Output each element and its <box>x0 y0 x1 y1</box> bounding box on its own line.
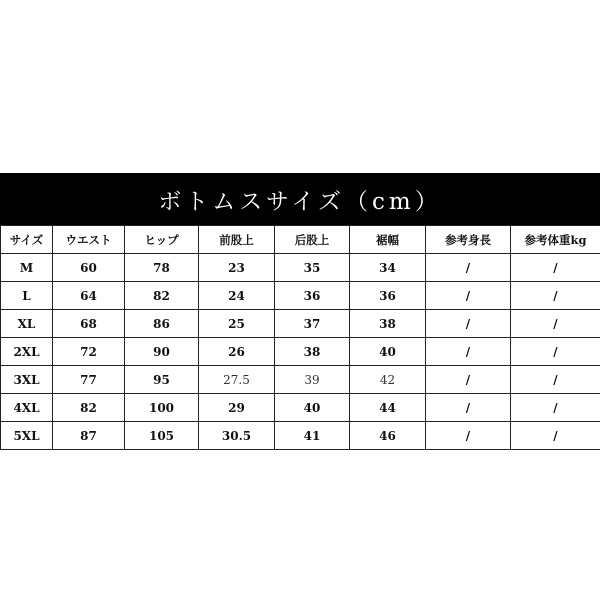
cell-hem-width: 46 <box>350 422 426 450</box>
cell-front-rise: 30.5 <box>199 422 275 450</box>
cell-front-rise: 27.5 <box>199 366 275 394</box>
cell-ref-height: / <box>426 310 511 338</box>
cell-waist: 68 <box>53 310 125 338</box>
cell-hem-width: 34 <box>350 254 426 282</box>
cell-ref-weight: / <box>511 366 600 394</box>
cell-back-rise: 40 <box>275 394 350 422</box>
cell-hip: 78 <box>125 254 199 282</box>
table-row <box>1 338 600 366</box>
header-waist: ウエスト <box>53 226 125 254</box>
cell-back-rise: 37 <box>275 310 350 338</box>
cell-front-rise: 25 <box>199 310 275 338</box>
cell-ref-height: / <box>426 422 511 450</box>
table-row <box>1 366 600 394</box>
table-row <box>1 254 600 282</box>
cell-back-rise: 36 <box>275 282 350 310</box>
cell-waist: 87 <box>53 422 125 450</box>
table-title-banner <box>0 173 600 225</box>
header-hem-width: 裾幅 <box>350 226 426 254</box>
cell-front-rise: 23 <box>199 254 275 282</box>
cell-size: 4XL <box>1 394 53 422</box>
cell-waist: 82 <box>53 394 125 422</box>
cell-back-rise: 35 <box>275 254 350 282</box>
cell-hip: 95 <box>125 366 199 394</box>
cell-ref-height: / <box>426 282 511 310</box>
cell-size: 3XL <box>1 366 53 394</box>
header-size: サイズ <box>1 226 53 254</box>
cell-hip: 90 <box>125 338 199 366</box>
cell-back-rise: 39 <box>275 366 350 394</box>
cell-hem-width: 40 <box>350 338 426 366</box>
header-ref-height: 参考身長 <box>426 226 511 254</box>
cell-waist: 60 <box>53 254 125 282</box>
cell-hip: 105 <box>125 422 199 450</box>
cell-ref-height: / <box>426 338 511 366</box>
table-row <box>1 394 600 422</box>
cell-front-rise: 26 <box>199 338 275 366</box>
cell-size: XL <box>1 310 53 338</box>
cell-hem-width: 42 <box>350 366 426 394</box>
cell-hip: 82 <box>125 282 199 310</box>
cell-ref-height: / <box>426 394 511 422</box>
cell-ref-weight: / <box>511 422 600 450</box>
cell-front-rise: 29 <box>199 394 275 422</box>
cell-hem-width: 36 <box>350 282 426 310</box>
table-row <box>1 310 600 338</box>
cell-back-rise: 38 <box>275 338 350 366</box>
header-front-rise: 前股上 <box>199 226 275 254</box>
cell-ref-weight: / <box>511 254 600 282</box>
cell-size: L <box>1 282 53 310</box>
table-row <box>1 282 600 310</box>
cell-hem-width: 38 <box>350 310 426 338</box>
header-row <box>1 226 600 254</box>
size-table <box>0 225 600 450</box>
cell-ref-weight: / <box>511 394 600 422</box>
cell-ref-height: / <box>426 366 511 394</box>
cell-ref-weight: / <box>511 282 600 310</box>
cell-waist: 64 <box>53 282 125 310</box>
cell-waist: 72 <box>53 338 125 366</box>
cell-size: M <box>1 254 53 282</box>
cell-ref-weight: / <box>511 338 600 366</box>
header-ref-weight: 参考体重kg <box>511 226 600 254</box>
cell-size: 2XL <box>1 338 53 366</box>
cell-front-rise: 24 <box>199 282 275 310</box>
header-back-rise: 后股上 <box>275 226 350 254</box>
table-row <box>1 422 600 450</box>
cell-ref-height: / <box>426 254 511 282</box>
cell-ref-weight: / <box>511 310 600 338</box>
cell-hip: 86 <box>125 310 199 338</box>
cell-hem-width: 44 <box>350 394 426 422</box>
header-hip: ヒップ <box>125 226 199 254</box>
cell-hip: 100 <box>125 394 199 422</box>
cell-size: 5XL <box>1 422 53 450</box>
table-title: ボトムスサイズ（cm） <box>158 188 442 215</box>
cell-waist: 77 <box>53 366 125 394</box>
cell-back-rise: 41 <box>275 422 350 450</box>
